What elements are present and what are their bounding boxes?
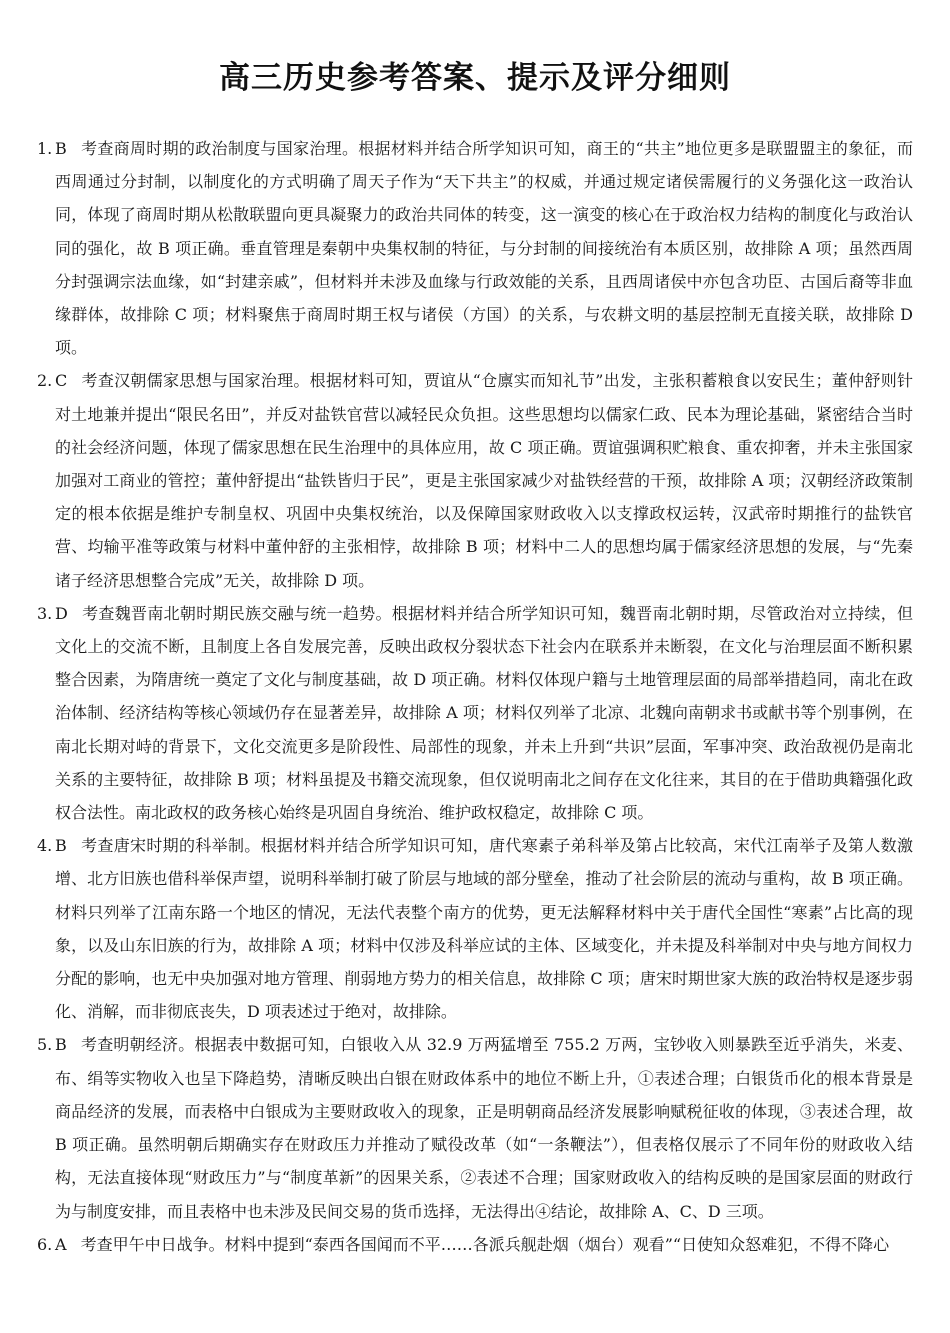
item-explanation: 考查魏晋南北朝时期民族交融与统一趋势。根据材料并结合所学知识可知，魏晋南北朝时期，尽管政治对立持续，但文化上的交流不断，且制度上各自发展完善，反映出政权分裂状态下社会内在联系并未断裂，在文化与治理层面不断积累整合因素，为隋唐统一奠定了文化与制度基础，故 D 项正确。材料仅体现户籍与土地管理层面的局部举措趋同，南北在政治体制、经济结构等核心领域仍存在显著差异，故排除 A 项；材料仅列举了北凉、北魏向南朝求书或献书等个别事例，在南北长期对峙的背景下，文化交流更多是阶段性、局部性的现象，并未上升到“共识”层面，军事冲突、政治敌视仍是南北关系的主要特征，故排除 B 项；材料虽提及书籍交流现象，但仅说明南北之间存在文化往来，其目的在于借助典籍强化政权合法性。南北政权的政务核心始终是巩固自身统治、维护政权稳定，故排除 C 项。 bbox=[55, 603, 913, 823]
item-answer: B bbox=[55, 1035, 67, 1055]
answer-list bbox=[37, 132, 913, 1261]
answer-item-5 bbox=[37, 1028, 913, 1227]
item-explanation: 考查甲午中日战争。材料中提到“泰西各国闻而不平……各派兵舰赴烟（烟台）观看”“日使知众怒难犯，不得不降心 bbox=[80, 1234, 890, 1254]
answer-item-3 bbox=[37, 597, 913, 829]
item-answer: B bbox=[55, 139, 67, 158]
item-explanation: 考查唐宋时期的科举制。根据材料并结合所学知识可知，唐代寒素子弟科举及第占比较高，宋代江南举子及第人数激增、北方旧族也借科举保声望，说明科举制打破了阶层与地域的部分壁垒，推动了社会阶层的流动与重构，故 B 项正确。材料只列举了江南东路一个地区的情况，无法代表整个南方的优势，更无法解释材料中关于唐代全国性“寒素”占比高的现象，以及山东旧族的行为，故排除 A 项；材料中仅涉及科举应试的主体、区域变化，并未提及科举制对中央与地方间权力分配的影响，也无中央加强对地方管理、削弱地方势力的相关信息，故排除 C 项；唐宋时期世家大族的政治特权是逐步弱化、消解，而非彻底丧失，D 项表述过于绝对，故排除。 bbox=[55, 836, 913, 1022]
item-number: 5. bbox=[37, 1035, 53, 1055]
item-number: 1. bbox=[37, 139, 53, 158]
item-explanation: 考查汉朝儒家思想与国家治理。根据材料可知，贾谊从“仓廪实而知礼节”出发，主张积蓄粮食以安民生；董仲舒则针对土地兼并提出“限民名田”，并反对盐铁官营以减轻民众负担。这些思想均以儒家仁政、民本为理论基础，紧密结合当时的社会经济问题，体现了儒家思想在民生治理中的具体应用，故 C 项正确。贾谊强调积贮粮食、重农抑奢，并未主张国家加强对工商业的管控；董仲舒提出“盐铁皆归于民”，更是主张国家减少对盐铁经营的干预，故排除 A 项；汉朝经济政策制定的根本依据是维护专制皇权、巩固中央集权统治，以及保障国家财政收入以支撑政权运转，汉武帝时期推行的盐铁官营、均输平准等政策与材料中董仲舒的主张相悖，故排除 B 项；材料中二人的思想均属于儒家经济思想的发展，与“先秦诸子经济思想整合完成”无关，故排除 D 项。 bbox=[55, 371, 913, 590]
item-explanation: 考查明朝经济。根据表中数据可知，白银收入从 32.9 万两猛增至 755.2 万两，宝钞收入则暴跌至近乎消失，米麦、布、绢等实物收入也呈下降趋势，清晰反映出白银在财政体系中的地位不断上升，①表述合理；白银货币化的根本背景是商品经济的发展，而表格中白银成为主要财政收入的现象，正是明朝商品经济发展影响赋税征收的体现，③表述合理，故 B 项正确。虽然明朝后期确实存在财政压力并推动了赋役改革（如“一条鞭法”），但表格仅展示了不同年份的财政收入结构，无法直接体现“财政压力”与“制度革新”的因果关系，②表述不合理；国家财政收入的结构反映的是国家层面的财政行为与制度安排，而且表格中也未涉及民间交易的货币选择，无法得出④结论，故排除 A、C、D 三项。 bbox=[55, 1035, 913, 1221]
answer-item-1 bbox=[37, 132, 913, 364]
item-number: 6. bbox=[37, 1234, 53, 1254]
item-number: 3. bbox=[37, 603, 53, 623]
item-answer: C bbox=[55, 371, 68, 391]
item-explanation: 考查商周时期的政治制度与国家治理。根据材料并结合所学知识可知，商王的“共主”地位更多是联盟盟主的象征，而西周通过分封制，以制度化的方式明确了周天子作为“天下共主”的权威，并通过规定诸侯需履行的义务强化这一政治认同，体现了商周时期从松散联盟向更具凝聚力的政治共同体的转变，这一演变的核心在于政治权力结构的制度化与政治认同的强化，故 B 项正确。垂直管理是秦朝中央集权制的特征，与分封制的间接统治有本质区别，故排除 A 项；虽然西周分封强调宗法血缘，如“封建亲戚”，但材料并未涉及血缘与行政效能的关系，且西周诸侯中亦包含功臣、古国后裔等非血缘群体，故排除 C 项；材料聚焦于商周时期王权与诸侯（方国）的关系，与农耕文明的基层控制无直接关联，故排除 D 项。 bbox=[55, 139, 913, 358]
item-answer: B bbox=[55, 836, 67, 856]
answer-item-4 bbox=[37, 829, 913, 1028]
item-number: 4. bbox=[37, 836, 53, 856]
answer-item-6 bbox=[37, 1228, 913, 1261]
answer-item-2 bbox=[37, 364, 913, 596]
item-answer: A bbox=[55, 1234, 67, 1254]
item-number: 2. bbox=[37, 371, 53, 391]
item-answer: D bbox=[55, 603, 68, 623]
page-title: 高三历史参考答案、提示及评分细则 bbox=[219, 60, 731, 96]
